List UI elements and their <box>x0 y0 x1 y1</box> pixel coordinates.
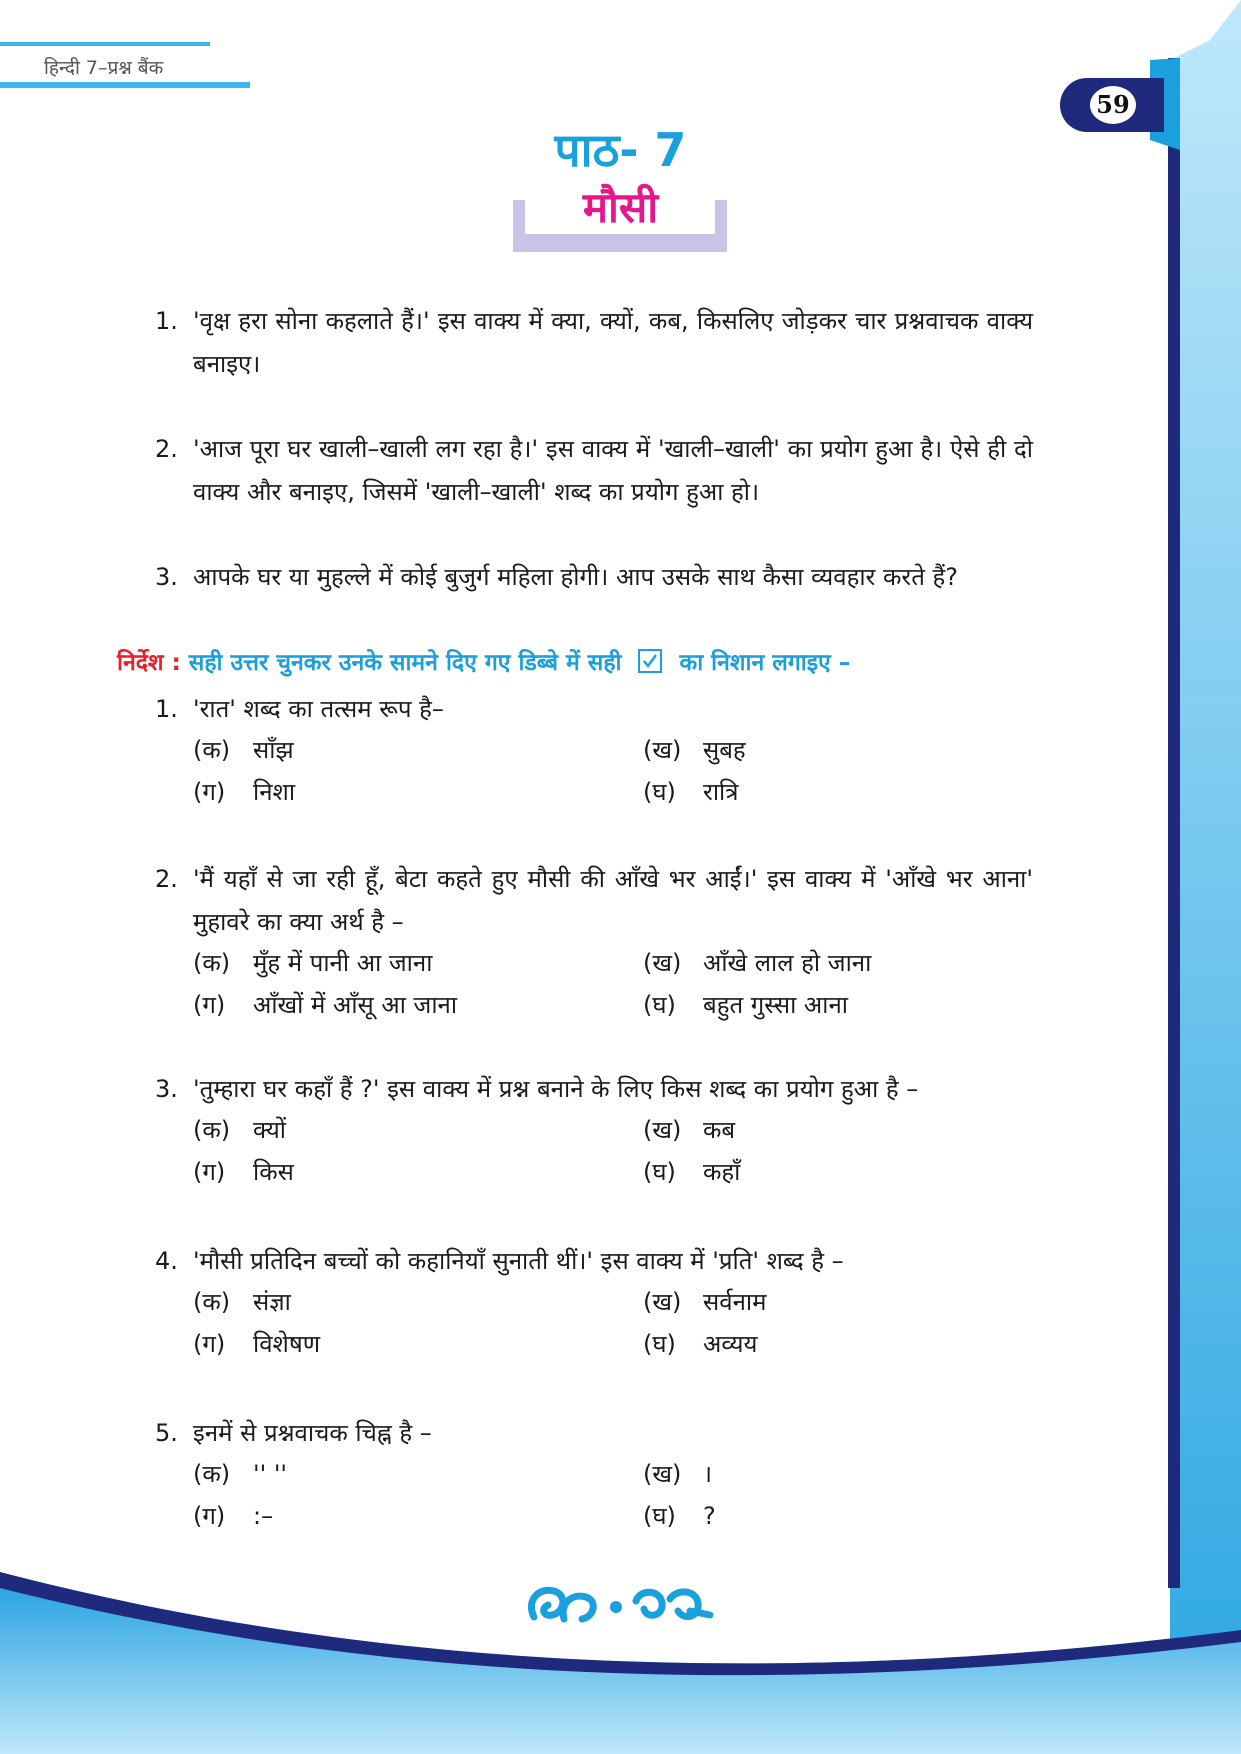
option-label: (क) <box>193 1288 231 1316</box>
option-label: (ख) <box>643 1288 682 1316</box>
question-text: 'आज पूरा घर खाली–खाली लग रहा है।' इस वाक्य में 'खाली–खाली' का प्रयोग हुआ है। ऐसे ही दो वाक्य और बनाइए, जिसमें 'खाली–खाली' शब्द का प्रयोग हुआ हो। <box>193 435 1033 506</box>
option-text: अव्यय <box>703 1330 758 1358</box>
question-number: 3. <box>155 1075 178 1103</box>
mcq-question-2 <box>155 858 1035 1019</box>
option-1[interactable] <box>193 733 294 767</box>
option-3[interactable] <box>193 1155 294 1189</box>
question-1 <box>155 300 1035 390</box>
header-stripe-top <box>0 42 210 46</box>
question-text: 'मौसी प्रतिदिन बच्चों को कहानियाँ सुनाती थीं।' इस वाक्य में 'प्रति' शब्द है – <box>193 1247 844 1275</box>
mcq-question-5 <box>155 1412 1035 1530</box>
option-text: संज्ञा <box>253 1288 291 1316</box>
option-label: (क) <box>193 949 231 977</box>
option-label: (क) <box>193 1460 231 1488</box>
option-label: (ख) <box>643 949 682 977</box>
mcq-section <box>155 688 1035 1548</box>
option-2[interactable] <box>643 1113 735 1147</box>
option-4[interactable] <box>643 1499 716 1533</box>
mcq-question-line <box>155 858 1035 944</box>
mcq-question-4 <box>155 1240 1035 1358</box>
option-label: (ग) <box>193 991 226 1019</box>
option-label: (घ) <box>643 1330 676 1358</box>
option-1[interactable] <box>193 1457 287 1491</box>
option-1[interactable] <box>193 1285 291 1319</box>
question-text: इनमें से प्रश्नवाचक चिह्न है – <box>193 1419 432 1447</box>
question-text: 'तुम्हारा घर कहाँ हैं ?' इस वाक्य में प्रश्न बनाने के लिए किस शब्द का प्रयोग हुआ है – <box>193 1075 919 1103</box>
option-label: (ख) <box>643 1460 682 1488</box>
lesson-title: मौसी <box>582 183 659 232</box>
option-4[interactable] <box>643 775 739 809</box>
option-label: (क) <box>193 1116 231 1144</box>
mcq-question-line <box>155 1068 1035 1111</box>
option-3[interactable] <box>193 988 457 1022</box>
option-label: (ख) <box>643 1116 682 1144</box>
question-text: 'रात' शब्द का तत्सम रूप है– <box>193 695 444 723</box>
option-2[interactable] <box>643 1457 712 1491</box>
question-text: आपके घर या मुहल्ले में कोई बुजुर्ग महिला होगी। आप उसके साथ कैसा व्यवहार करते हैं? <box>193 563 959 591</box>
instruction-label: निर्देश : <box>117 650 181 676</box>
option-text: आँखे लाल हो जाना <box>703 949 872 977</box>
option-text: किस <box>253 1158 294 1186</box>
option-label: (ग) <box>193 1502 226 1530</box>
question-number: 1. <box>155 695 178 723</box>
option-text: मुँह में पानी आ जाना <box>253 949 433 977</box>
option-label: (ख) <box>643 736 682 764</box>
mcq-question-line <box>155 1412 1035 1455</box>
mcq-question-3 <box>155 1068 1035 1186</box>
option-4[interactable] <box>643 1155 740 1189</box>
question-text: 'मैं यहाँ से जा रही हूँ, बेटा कहते हुए मौसी की आँखे भर आईं।' इस वाक्य में 'आँखे भर आना' मुहावरे का क्या अर्थ है – <box>193 865 1033 936</box>
option-text: बहुत गुस्सा आना <box>703 991 848 1019</box>
option-text: सर्वनाम <box>703 1288 767 1316</box>
option-2[interactable] <box>643 1285 766 1319</box>
side-decoration <box>1150 0 1241 1754</box>
option-label: (ग) <box>193 778 226 806</box>
question-number: 2. <box>155 865 178 893</box>
option-text: । <box>703 1460 713 1488</box>
option-label: (क) <box>193 736 231 764</box>
option-text: सुबह <box>703 736 746 764</box>
question-number: 2. <box>155 435 178 463</box>
question-number: 1. <box>155 307 178 335</box>
page-number: 59 <box>1090 86 1136 124</box>
question-number: 4. <box>155 1247 178 1275</box>
option-text: रात्रि <box>703 778 739 806</box>
instruction-text: सही उत्तर चुनकर उनके सामने दिए गए डिब्बे में सही <box>188 650 622 676</box>
lesson-number: पाठ- 7 <box>554 123 687 177</box>
option-text: कब <box>703 1116 736 1144</box>
checkbox-tick-icon <box>638 649 662 673</box>
option-text: क्यों <box>253 1116 286 1144</box>
option-1[interactable] <box>193 946 432 980</box>
question-3 <box>155 556 1035 601</box>
option-text: निशा <box>253 778 296 806</box>
option-4[interactable] <box>643 988 848 1022</box>
option-text: कहाँ <box>703 1158 741 1186</box>
option-1[interactable] <box>193 1113 286 1147</box>
option-3[interactable] <box>193 1327 320 1361</box>
mcq-question-line <box>155 688 1035 731</box>
option-label: (घ) <box>643 778 676 806</box>
option-text: '' '' <box>253 1460 288 1488</box>
question-2 <box>155 428 1035 518</box>
option-3[interactable] <box>193 775 295 809</box>
option-4[interactable] <box>643 1327 757 1361</box>
option-text: ? <box>703 1502 716 1530</box>
option-3[interactable] <box>193 1499 273 1533</box>
question-number: 5. <box>155 1419 178 1447</box>
mcq-question-line <box>155 1240 1035 1283</box>
option-2[interactable] <box>643 733 746 767</box>
option-text: आँखों में आँसू आ जाना <box>253 991 458 1019</box>
book-title: हिन्दी 7–प्रश्न बैंक <box>44 57 164 79</box>
question-number: 3. <box>155 563 178 591</box>
mcq-question-1 <box>155 688 1035 806</box>
instruction <box>117 645 850 677</box>
option-text: विशेषण <box>253 1330 321 1358</box>
option-label: (घ) <box>643 991 676 1019</box>
option-label: (घ) <box>643 1502 676 1530</box>
question-text: 'वृक्ष हरा सोना कहलाते हैं।' इस वाक्य में क्या, क्यों, कब, किसलिए जोड़कर चार प्रश्नवाचक वाक्य बनाइए। <box>193 307 1033 378</box>
header-stripe-bottom <box>0 82 250 88</box>
option-2[interactable] <box>643 946 871 980</box>
option-text: :– <box>253 1502 274 1530</box>
option-text: साँझ <box>253 736 294 764</box>
option-label: (घ) <box>643 1158 676 1186</box>
publisher-logo <box>520 1575 720 1635</box>
option-label: (ग) <box>193 1158 226 1186</box>
instruction-text-end: का निशान लगाइए – <box>679 650 851 676</box>
option-label: (ग) <box>193 1330 226 1358</box>
